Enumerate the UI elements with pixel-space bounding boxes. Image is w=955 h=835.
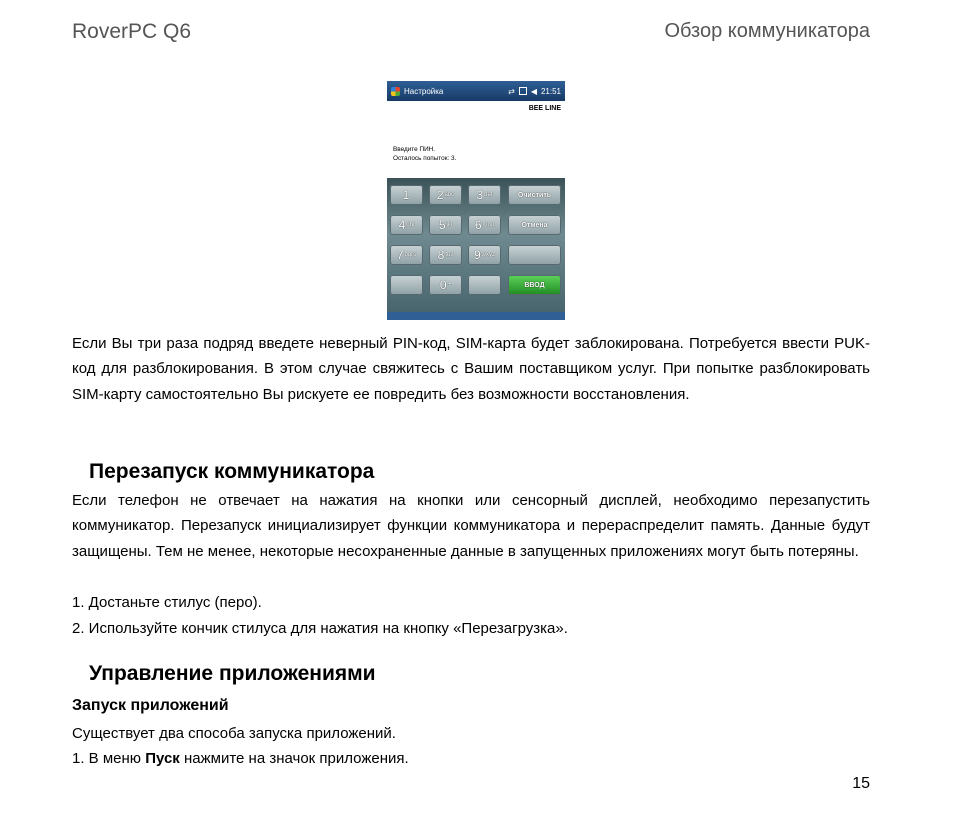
- key-2: 2 abc: [429, 185, 462, 205]
- start-menu-label: Пуск: [145, 750, 180, 767]
- cancel-key: Отмена: [508, 215, 561, 235]
- sync-icon: ⇄: [508, 86, 515, 96]
- signal-icon: [519, 87, 527, 95]
- pin-warning-paragraph: Если Вы три раза подряд введете неверный PIN-код, SIM-карта будет заблокирована. Потребуется ввести PUK-код для разблокирования. В этом случае свяжитесь с Вашим поставщиком услуг. При попытке разблокировать SIM-карту самостоятельно Вы рискуете ее повредить без возможности восстановления.: [72, 335, 870, 403]
- launch-apps-subtitle: Запуск приложений: [72, 697, 229, 714]
- windows-start-icon: [391, 87, 400, 96]
- section-restart-text: Если телефон не отвечает на нажатия на кнопки или сенсорный дисплей, необходимо перезапустить коммуникатор. Перезапуск инициализирует функции коммуникатора и перераспределит память. Данные будут защищены. Тем не менее, некоторые несохраненные данные в запущенных приложениях могут быть потеряны.: [72, 492, 870, 560]
- key-3: 3 def: [468, 185, 501, 205]
- phone-keypad: [387, 178, 565, 320]
- phone-operator: BEE LINE: [528, 105, 561, 112]
- pin-screen-screenshot: [387, 81, 565, 320]
- phone-title: Настройка: [404, 86, 444, 96]
- document-title: RoverPC Q6: [72, 20, 192, 43]
- chapter-title: Обзор коммуникатора: [664, 20, 870, 42]
- key-0: 0 +: [429, 275, 462, 295]
- launch-apps-text: Существует два способа запуска приложений.: [72, 725, 396, 742]
- key-6: 6 mno: [468, 215, 501, 235]
- phone-time: 21:51: [540, 86, 561, 96]
- key-1: 1: [390, 185, 423, 205]
- key-5: 5 jkl: [429, 215, 462, 235]
- key-8: 8 tuv: [429, 245, 462, 265]
- restart-step-2: 2. Используйте кончик стилуса для нажатия на кнопку «Перезагрузка».: [72, 620, 568, 637]
- phone-title-bar: [387, 81, 565, 101]
- key-7: 7 pqrs: [390, 245, 423, 265]
- enter-key: ВВОД: [508, 275, 561, 295]
- restart-step-1: 1. Достаньте стилус (перо).: [72, 594, 262, 611]
- blank-key-left: [390, 275, 423, 295]
- blank-key-right: [468, 275, 501, 295]
- key-4: 4 ghi: [390, 215, 423, 235]
- volume-icon: ◀: [530, 86, 537, 96]
- section-restart-title: Перезапуск коммуникатора: [89, 460, 375, 483]
- launch-step-1: 1. В меню Пуск нажмите на значок приложения.: [72, 750, 409, 767]
- page-number: 15: [852, 775, 870, 792]
- attempts-left: Осталось попыток: 3.: [393, 155, 457, 162]
- key-9: 9 wxyz: [468, 245, 501, 265]
- blank-key: [508, 245, 561, 265]
- pin-prompt: Введите ПИН.: [393, 146, 436, 153]
- clear-key: Очистить: [508, 185, 561, 205]
- section-apps-title: Управление приложениями: [89, 662, 376, 685]
- phone-softkey-bar: [387, 312, 565, 320]
